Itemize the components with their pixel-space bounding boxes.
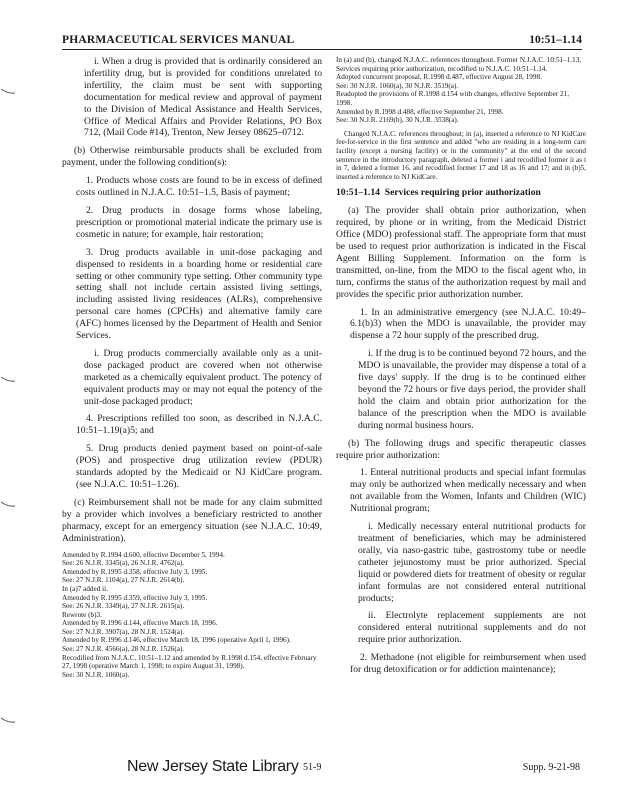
history-line: Amended by R.1995 d.359, effective July 3, 1995. (62, 593, 208, 602)
history-line: Amended by R.1998 d.488, effective September 21, 1998. (336, 107, 504, 116)
paragraph-a-1-i: i. If the drug is to be continued beyond 72 hours, and the MDO is unavailable, the provider may dispense a total of a five days' supply. If the drug is to be continued either beyond the 72 hours or five days period, the provider shall hold the claim and obtain prior authorization for the balance of the prescription when the MDO is available during normal business hours. (358, 348, 586, 431)
history-notes (62, 551, 322, 680)
page-footer (0, 758, 618, 780)
history-notes (336, 56, 586, 125)
history-line: Amended by R.1995 d.358, effective July 3, 1995. (62, 567, 208, 576)
history-line: Recodified from N.J.A.C. 10:51–1.12 and amended by R.1998 d.154, effective February 27, 1998 (operative March 1, 1998; to expire August 31, 1998). (62, 653, 317, 671)
history-line: See: 27 N.J.R. 1104(a), 27 N.J.R. 2614(b). (62, 576, 185, 585)
running-header (62, 33, 582, 50)
history-line: See: 26 N.J.R. 3345(a), 26 N.J.R. 4762(a). (62, 559, 185, 568)
paragraph-b-1-ii: ii. Electrolyte replacement supplements are not considered enteral nutritional supplements and do not require prior authorization. (358, 610, 586, 646)
revision-mark-icon (0, 716, 16, 724)
history-line: Rewrote (b)3. (62, 610, 102, 619)
history-line: See: 30 N.J.R. 1060(a), 30 N.J.R. 3519(a). (336, 81, 459, 90)
paragraph-b-3-i: i. Drug products commercially available only as a unit-dose packaged product are covered when not otherwise marketed as a chemically equivalent product. The potency of equivalent products may or may not equal the potency of the unit-dose packaged product; (84, 347, 322, 407)
paragraph-b: (b) Otherwise reimbursable products shall be excluded from payment, under the following condition(s): (62, 145, 322, 169)
section-heading (336, 187, 586, 199)
history-line: Adopted concurrent proposal, R.1998 d.487, effective August 28, 1998. (336, 73, 542, 82)
manual-title: PHARMACEUTICAL SERVICES MANUAL (62, 34, 295, 46)
paragraph-c: (c) Reimbursement shall not be made for any claim submitted by a provider which involves a beneficiary restricted to another pharmacy, except for an emergency situation (see N.J.A.C. 10:49, Administration). (62, 496, 322, 544)
left-column (62, 56, 322, 740)
paragraph-a-7-i: i. When a drug is provided that is ordinarily considered an infertility drug, but is provided for conditions unrelated to infertility, the claim must be sent with supporting documentation for medical review and approval of payment to the Division of Medical Assistance and Health Services, Office of Medical Affairs and Provider Relations, PO Box 712, (Mail Code #14), Trenton, New Jersey 08625–0712. (84, 56, 322, 139)
history-line: In (a)7 added ii. (62, 584, 108, 593)
paragraph-b-2: 2. Methadone (not eligible for reimbursement when used for drug detoxification or for addiction maintenance); (350, 652, 586, 676)
history-explanation: Changed N.J.A.C. references throughout; in (a), inserted a reference to NJ KidCare fee-for-service in the first sentence and added "who are residing in a long-term care facility (except a nursing facility) or in the community" at the end of the second sentence in the introductory paragraph, deleted a former i and recodified former ii as i in 7, deleted a former 16, and recodified former 17 and 18 as 16 and 17; and in (b)5, inserted a reference to NJ KidCare. (336, 129, 586, 181)
supplement-date: Supp. 9-21-98 (522, 762, 580, 773)
paragraph-b-2: 2. Drug products in dosage forms whose labeling, prescription or promotional material indicate the primary use is cosmetic in nature; for example, hair restoration; (76, 204, 322, 240)
history-line: Readopted the provisions of R.1998 d.154 with changes, effective September 21, 1998. (336, 90, 570, 107)
section-heading-number: 10:51–1.14 (336, 187, 380, 199)
history-line: See: 26 N.J.R. 3349(a), 27 N.J.R. 2615(a). (62, 602, 185, 611)
paragraph-b: (b) The following drugs and specific therapeutic classes require prior authorization: (336, 437, 586, 461)
revision-mark-icon (0, 375, 16, 383)
history-line: Amended by R.1996 d.144, effective March 18, 1996. (62, 619, 218, 628)
paragraph-b-1: 1. Products whose costs are found to be in excess of defined costs outlined in N.J.A.C. 10:51–1.5, Basis of payment; (76, 175, 322, 199)
history-line: Amended by R.1996 d.146, effective March 18, 1996 (operative April 1, 1996). (62, 636, 291, 645)
right-column (336, 56, 586, 740)
paragraph-b-3: 3. Drug products available in unit-dose packaging and dispensed to residents in a boarding home or residential care setting or other community type setting. Other community type setting shall not include certain assisted living settings, including assisted living residences (ALRs), comprehensive personal care homes (CPCHs) and alternative family care (AFC) homes licensed by the Department of Health and Senior Services. (76, 246, 322, 342)
library-stamp: New Jersey State Library (127, 758, 299, 775)
section-heading-title: Services requiring prior authorization (384, 187, 541, 199)
history-line: See: 30 N.J.R. 1060(a). (62, 670, 130, 679)
history-line: See: 27 N.J.R. 4566(a), 28 N.J.R. 1526(a). (62, 645, 185, 654)
paragraph-b-1: 1. Enteral nutritional products and special infant formulas may only be authorized when medically necessary and when not available from the Women, Infants and Children (WIC) Nutritional program; (350, 467, 586, 515)
revision-mark-icon (0, 87, 16, 95)
history-line: In (a) and (b), changed N.J.A.C. references throughout. Former N.J.A.C. 10:51–1.13, Services requiring prior authorization, recodified to N.J.A.C. 10:51–1.14. (336, 56, 582, 73)
page-number: 51-9 (303, 762, 322, 773)
history-line: Amended by R.1994 d.600, effective December 5, 1994. (62, 550, 225, 559)
paragraph-a: (a) The provider shall obtain prior authorization, when required, by phone or in writing, from the Medicaid District Office (MDO) professional staff. The appropriate form that must be used to request prior authorization is indicated in the Fiscal Agent Billing Supplement. Information on the form is transmitted, on-line, from the MDO to the fiscal agent who, in turn, confirms the status of the authorization request by mail and provides the specific prior authorization number. (336, 205, 586, 300)
paragraph-b-4: 4. Prescriptions refilled too soon, as described in N.J.A.C. 10:51–1.19(a)5; and (76, 413, 322, 437)
history-line: See: 30 N.J.R. 2169(b), 30 N.J.R. 3538(a). (336, 116, 459, 125)
paragraph-a-1: 1. In an administrative emergency (see N.J.A.C. 10:49–6.1(b)3) when the MDO is unavailable, the provider may dispense a 72 hour supply of the prescribed drug. (350, 306, 586, 342)
paragraph-b-5: 5. Drug products denied payment based on point-of-sale (POS) and prospective drug utilization review (PDUR) standards adopted by the Medicaid or NJ KidCare program. (see N.J.A.C. 10:51–1.26). (76, 443, 322, 490)
revision-mark-icon (0, 500, 16, 508)
history-line: See: 27 N.J.R. 3907(a), 28 N.J.R. 1524(a). (62, 627, 185, 636)
section-number: 10:51–1.14 (529, 34, 582, 46)
paragraph-b-1-i: i. Medically necessary enteral nutritional products for treatment of beneficiaries, which may be administered orally, via naso-gastric tube, gastrostomy tube or needle catheter jejunostomy must be prior authorized. Special liquid or powdered diets for treatment of obesity or regular infant formulas are not considered enteral nutritional products; (358, 521, 586, 604)
